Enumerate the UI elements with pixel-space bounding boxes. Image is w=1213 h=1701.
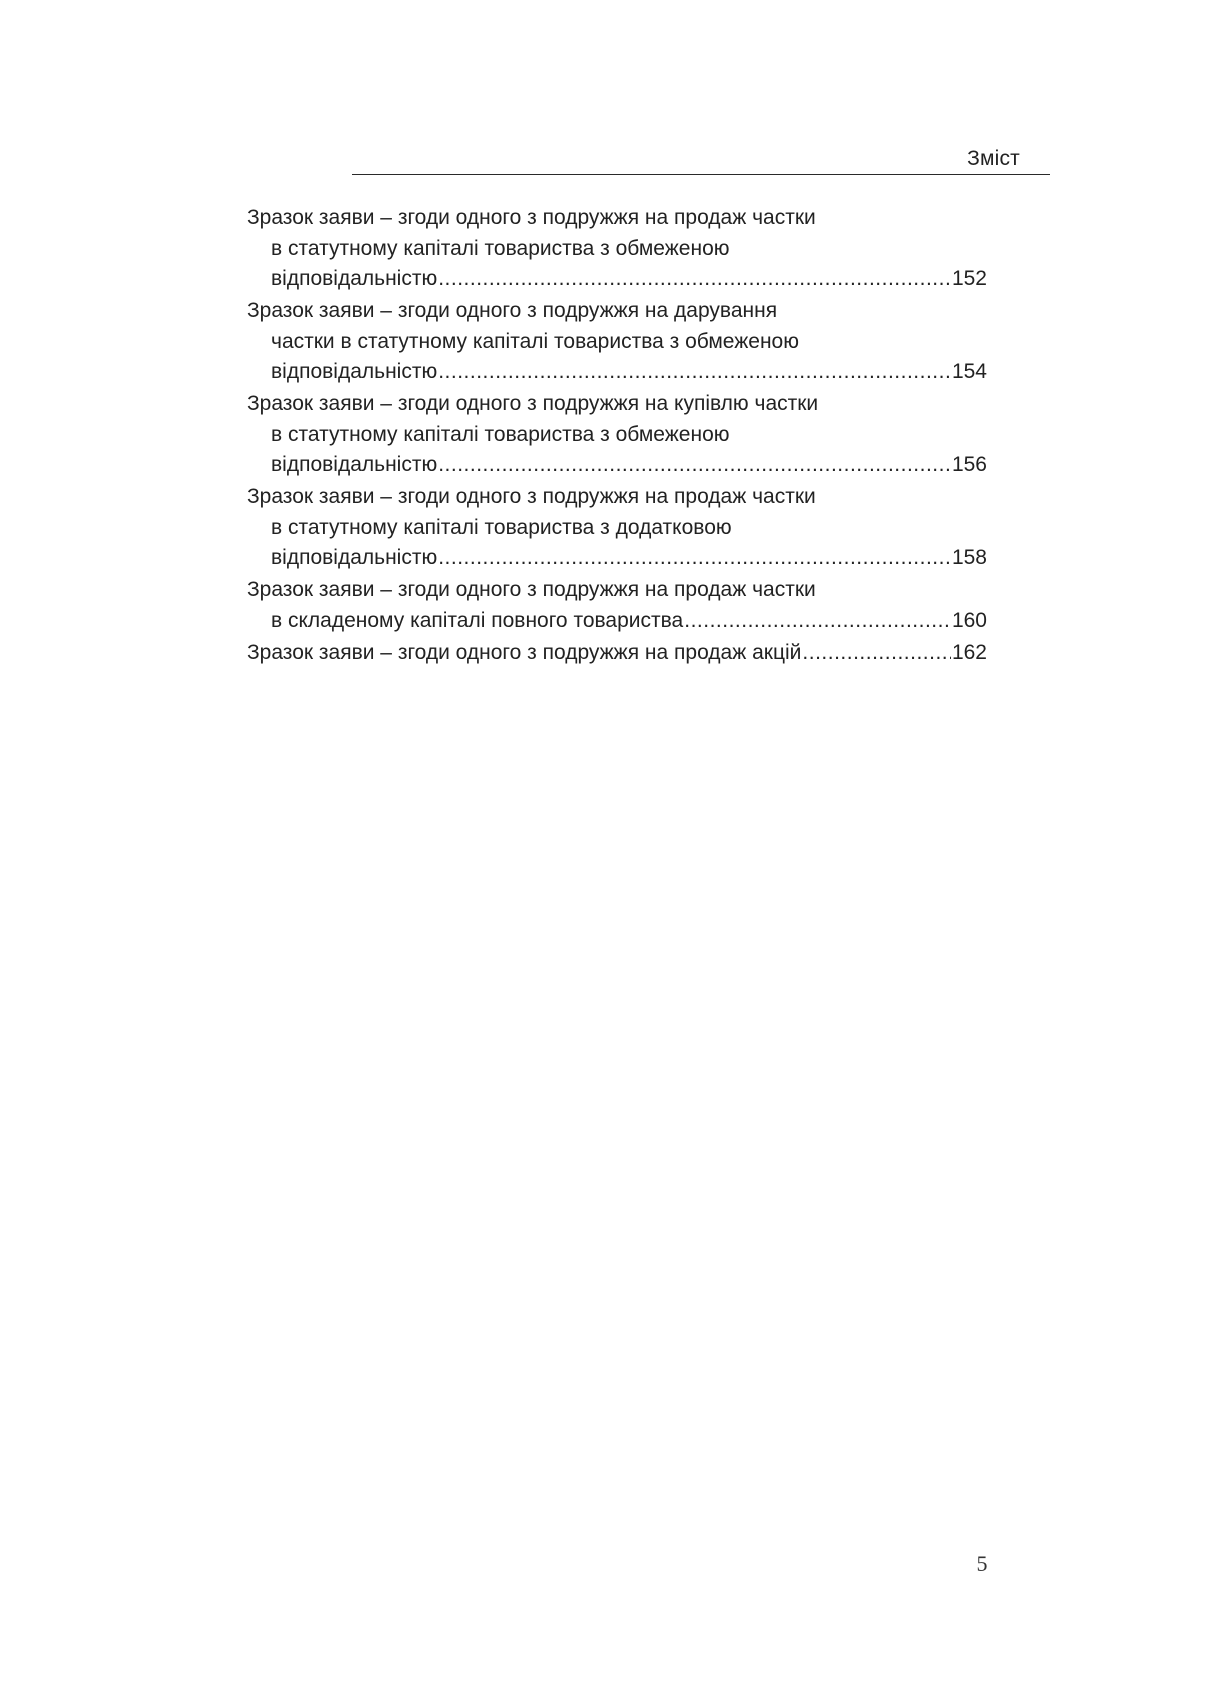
toc-entry[interactable] bbox=[247, 482, 987, 574]
toc-entry[interactable] bbox=[247, 203, 987, 295]
toc-entry[interactable] bbox=[247, 389, 987, 481]
page-number: 5 bbox=[976, 1551, 988, 1576]
toc-page-number[interactable]: 162 bbox=[951, 640, 987, 664]
toc-entry-last-line bbox=[247, 450, 987, 481]
toc-entry-line: частки в статутному капіталі товариства з обмеженою bbox=[271, 329, 799, 353]
toc-page-number[interactable]: 152 bbox=[951, 267, 987, 290]
toc-entry[interactable] bbox=[247, 638, 987, 669]
toc-entry-line: в статутному капіталі товариства з обмеженою bbox=[271, 422, 730, 446]
toc-page-number[interactable]: 154 bbox=[951, 360, 987, 383]
dot-leader bbox=[684, 606, 951, 637]
toc-entry[interactable] bbox=[247, 296, 987, 388]
dot-leader bbox=[802, 638, 951, 669]
toc-entry-last-line bbox=[247, 606, 987, 637]
toc-entry-line: в статутному капіталі товариства з обмеженою bbox=[271, 236, 730, 260]
toc-entry-line: Зразок заяви – згоди одного з подружжя на купівлю частки bbox=[247, 392, 819, 415]
toc-page-number[interactable]: 160 bbox=[951, 608, 987, 632]
toc-entry[interactable] bbox=[247, 575, 987, 636]
toc-page-number[interactable]: 158 bbox=[951, 546, 987, 569]
toc-entry-line: відповідальністю bbox=[271, 453, 438, 476]
toc-entry-line: в складеному капіталі повного товариства bbox=[271, 608, 684, 632]
dot-leader bbox=[438, 543, 951, 574]
running-header bbox=[352, 144, 1050, 175]
toc-entry-line: відповідальністю bbox=[271, 546, 438, 569]
toc-entry-line: Зразок заяви – згоди одного з подружжя на продаж частки bbox=[247, 485, 816, 508]
toc-entry-line: відповідальністю bbox=[271, 360, 438, 383]
toc-entry-line: Зразок заяви – згоди одного з подружжя на дарування bbox=[247, 299, 778, 322]
toc-entry-last-line bbox=[247, 357, 987, 388]
toc-entry-line: Зразок заяви – згоди одного з подружжя на продаж частки bbox=[247, 578, 816, 601]
dot-leader bbox=[438, 357, 951, 388]
toc-entry-line: Зразок заяви – згоди одного з подружжя на продаж акцій bbox=[247, 640, 802, 664]
toc-entry-last-line bbox=[247, 543, 987, 574]
toc-page-number[interactable]: 156 bbox=[951, 453, 987, 476]
dot-leader bbox=[438, 264, 951, 295]
toc-entry-line: в статутному капіталі товариства з додатковою bbox=[271, 515, 732, 539]
toc-entry-line: відповідальністю bbox=[271, 267, 438, 290]
toc-entry-last-line bbox=[247, 264, 987, 295]
toc-entry-line: Зразок заяви – згоди одного з подружжя на продаж частки bbox=[247, 206, 816, 229]
running-header-title: Зміст bbox=[967, 147, 1020, 170]
table-of-contents bbox=[247, 203, 987, 670]
dot-leader bbox=[438, 450, 951, 481]
toc-entry-last-line bbox=[247, 638, 987, 669]
